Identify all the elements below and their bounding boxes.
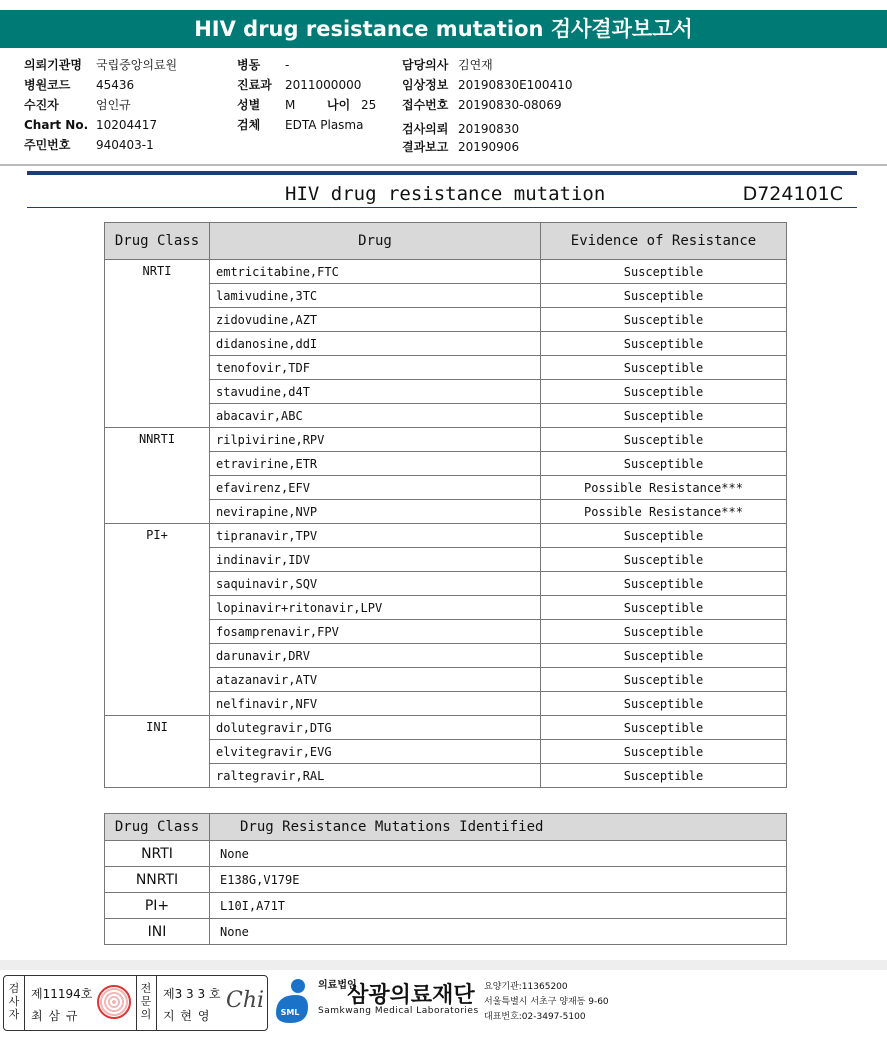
drug-cell: zidovudine,AZT [210, 308, 541, 332]
evidence-cell: Possible Resistance*** [541, 500, 787, 524]
drug-cell: tipranavir,TPV [210, 524, 541, 548]
specialist-label: 전문의 [140, 982, 152, 1021]
info-col1-row [24, 116, 157, 134]
info-label: 접수번호 [402, 98, 449, 112]
table-row [105, 867, 787, 893]
evidence-cell: Susceptible [541, 620, 787, 644]
info-col2-row [237, 96, 295, 114]
table-row [105, 893, 787, 919]
drug-cell: lamivudine,3TC [210, 284, 541, 308]
info-value: M [285, 98, 296, 112]
drug-cell: raltegravir,RAL [210, 764, 541, 788]
report-subtitle: HIV drug resistance mutation [285, 183, 606, 205]
drug-cell: fosamprenavir,FPV [210, 620, 541, 644]
header-divider [0, 164, 887, 166]
mutation-class-cell: PI+ [105, 893, 210, 919]
info-col1-row [24, 96, 131, 114]
evidence-cell: Susceptible [541, 668, 787, 692]
evidence-cell: Susceptible [541, 260, 787, 284]
report-bottom-rule [27, 207, 857, 208]
drug-cell: saquinavir,SQV [210, 572, 541, 596]
evidence-cell: Susceptible [541, 716, 787, 740]
drug-cell: etravirine,ETR [210, 452, 541, 476]
evidence-cell: Susceptible [541, 548, 787, 572]
specialist-name: 지 현 영 [163, 1009, 211, 1023]
info-label: 담당의사 [402, 58, 449, 72]
table-row [105, 919, 787, 945]
info-value: EDTA Plasma [285, 118, 364, 132]
info-age-value: 25 [361, 98, 377, 112]
info-label: 의뢰기관명 [24, 58, 82, 72]
table-row [105, 716, 787, 740]
evidence-cell: Susceptible [541, 308, 787, 332]
report-title-bar [0, 10, 887, 48]
contact-code: 요양기관:11365200 [484, 982, 568, 992]
drug-cell: dolutegravir,DTG [210, 716, 541, 740]
evidence-cell: Susceptible [541, 428, 787, 452]
info-col2-row [237, 76, 361, 94]
info-value: 20190830-08069 [458, 98, 562, 112]
mutation-cell: None [210, 919, 787, 945]
info-age-label: 나이 [327, 98, 351, 112]
report-heading [27, 171, 857, 208]
drug-cell: emtricitabine,FTC [210, 260, 541, 284]
header-mutations: Drug Resistance Mutations Identified [210, 814, 787, 841]
info-value: 20190906 [458, 140, 520, 154]
info-label: 검체 [237, 118, 261, 132]
inspector-license: 제11194호 [31, 987, 93, 1001]
info-value: 2011000000 [285, 78, 362, 92]
info-col3-row [402, 76, 572, 94]
specialist-license: 제3 3 3 호 [163, 987, 221, 1001]
info-col3-row [402, 56, 493, 74]
footer-separator [0, 960, 887, 970]
evidence-cell: Susceptible [541, 356, 787, 380]
report-code: D724101C [742, 183, 843, 205]
evidence-cell: Susceptible [541, 332, 787, 356]
info-col1-row [24, 56, 177, 74]
mutation-cell: E138G,V179E [210, 867, 787, 893]
info-value: 20190830 [458, 122, 520, 136]
info-label: 병동 [237, 58, 261, 72]
drug-class-cell: NRTI [105, 260, 210, 428]
mutation-cell: None [210, 841, 787, 867]
drug-cell: nelfinavir,NFV [210, 692, 541, 716]
evidence-cell: Susceptible [541, 452, 787, 476]
inspector-label: 검사자 [8, 982, 20, 1021]
info-label: 검사의뢰 [402, 122, 449, 136]
sml-logo-icon [272, 977, 312, 1025]
info-value: 10204417 [96, 118, 158, 132]
info-col2-row [237, 116, 363, 134]
header-evidence: Evidence of Resistance [541, 223, 787, 260]
info-label: 수진자 [24, 98, 59, 112]
drug-cell: nevirapine,NVP [210, 500, 541, 524]
org-name: 삼광의료재단 [347, 983, 475, 1008]
inspector-name: 최 삼 규 [31, 1009, 79, 1023]
drug-cell: tenofovir,TDF [210, 356, 541, 380]
org-tag: 의료법인 [318, 980, 357, 991]
mutation-class-cell: INI [105, 919, 210, 945]
drug-cell: atazanavir,ATV [210, 668, 541, 692]
evidence-cell: Susceptible [541, 644, 787, 668]
mutation-class-cell: NNRTI [105, 867, 210, 893]
info-col3-row [402, 120, 519, 138]
drug-cell: didanosine,ddI [210, 332, 541, 356]
evidence-cell: Susceptible [541, 596, 787, 620]
report-title: HIV drug resistance mutation 검사결과보고서 [194, 17, 693, 41]
info-col1-row [24, 136, 154, 154]
info-value: 국립중앙의료원 [96, 58, 178, 72]
drug-class-cell: NNRTI [105, 428, 210, 524]
signature-mark: Chi [226, 988, 265, 1013]
info-col3-row [402, 96, 562, 114]
signature-box [3, 975, 268, 1031]
table-row [105, 524, 787, 548]
drug-cell: rilpivirine,RPV [210, 428, 541, 452]
info-label: 병원코드 [24, 78, 71, 92]
drug-cell: elvitegravir,EVG [210, 740, 541, 764]
table-row [105, 260, 787, 284]
contact-info [484, 980, 609, 1025]
evidence-cell: Susceptible [541, 692, 787, 716]
info-label: Chart No. [24, 118, 89, 132]
evidence-cell: Possible Resistance*** [541, 476, 787, 500]
evidence-cell: Susceptible [541, 404, 787, 428]
mutation-cell: L10I,A71T [210, 893, 787, 919]
info-col3-row [402, 138, 519, 156]
info-value: 940403-1 [96, 138, 154, 152]
mutation-table [104, 813, 787, 945]
evidence-cell: Susceptible [541, 524, 787, 548]
mutation-class-cell: NRTI [105, 841, 210, 867]
drug-cell: lopinavir+ritonavir,LPV [210, 596, 541, 620]
header-drug: Drug [210, 223, 541, 260]
info-label: 진료과 [237, 78, 272, 92]
logo-text: SML [280, 1008, 300, 1017]
evidence-cell: Susceptible [541, 572, 787, 596]
info-age-row [327, 96, 376, 114]
organization [318, 978, 479, 1016]
header-drug-class: Drug Class [105, 223, 210, 260]
contact-phone: 대표번호:02-3497-5100 [484, 1012, 586, 1022]
info-label: 임상정보 [402, 78, 449, 92]
header-mut-class: Drug Class [105, 814, 210, 841]
drug-cell: stavudine,d4T [210, 380, 541, 404]
info-value: 20190830E100410 [458, 78, 573, 92]
drug-cell: abacavir,ABC [210, 404, 541, 428]
resistance-table [104, 222, 787, 788]
info-label: 주민번호 [24, 138, 71, 152]
org-english-name: Samkwang Medical Laboratories [318, 1006, 479, 1016]
evidence-cell: Susceptible [541, 764, 787, 788]
info-value: 엄인규 [96, 98, 131, 112]
drug-cell: indinavir,IDV [210, 548, 541, 572]
contact-address: 서울특별시 서초구 양재동 9-60 [484, 997, 609, 1007]
drug-cell: efavirenz,EFV [210, 476, 541, 500]
info-value: - [285, 58, 290, 72]
mutation-header-row [105, 814, 787, 841]
evidence-cell: Susceptible [541, 284, 787, 308]
evidence-cell: Susceptible [541, 380, 787, 404]
drug-class-cell: INI [105, 716, 210, 788]
drug-class-cell: PI+ [105, 524, 210, 716]
info-label: 성별 [237, 98, 261, 112]
info-col1-row [24, 76, 134, 94]
info-value: 김연재 [458, 58, 493, 72]
table-row [105, 841, 787, 867]
inspector-seal-icon [97, 985, 131, 1019]
evidence-cell: Susceptible [541, 740, 787, 764]
info-label: 결과보고 [402, 140, 449, 154]
drug-cell: darunavir,DRV [210, 644, 541, 668]
resistance-header-row [105, 223, 787, 260]
info-value: 45436 [96, 78, 135, 92]
table-row [105, 428, 787, 452]
info-col2-row [237, 56, 289, 74]
